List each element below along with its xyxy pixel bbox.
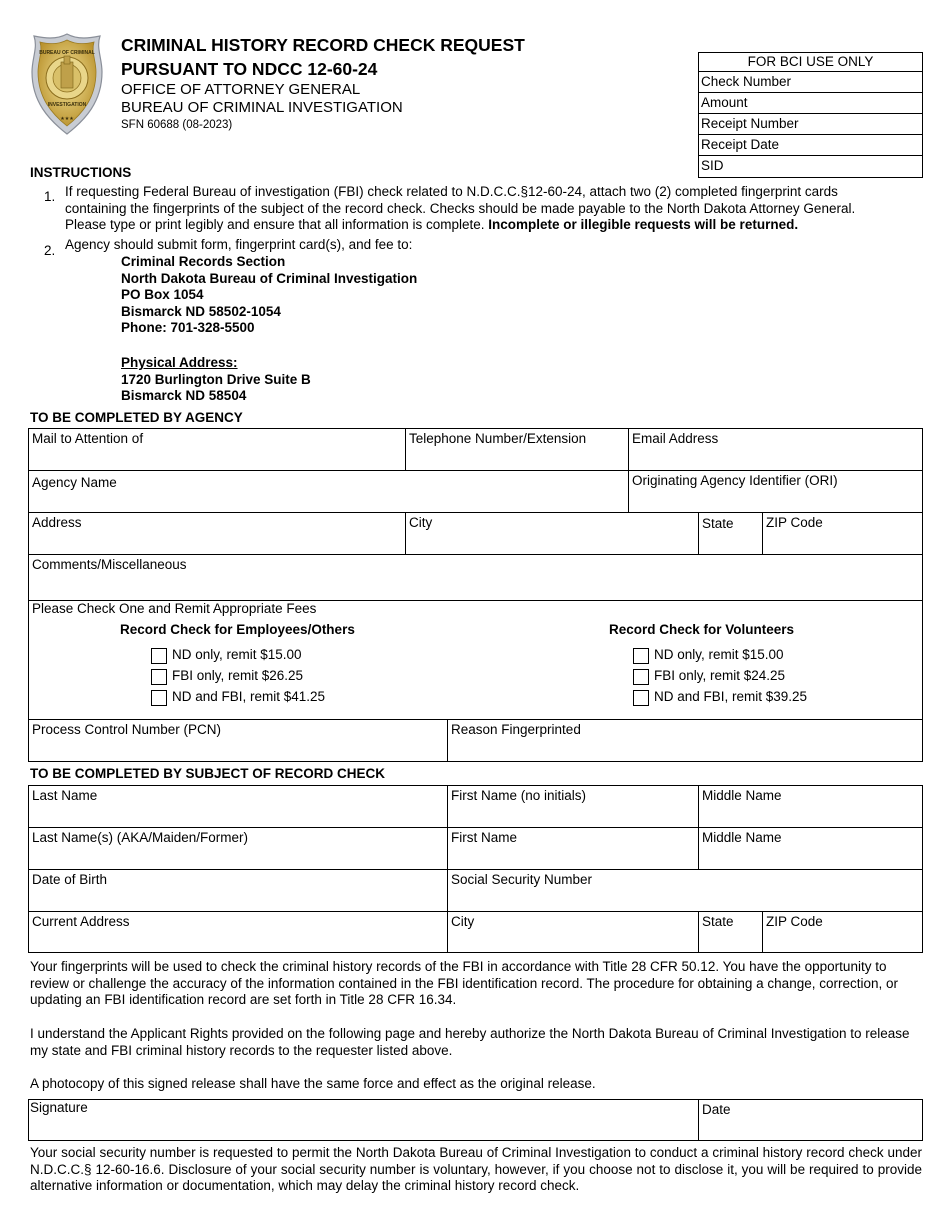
agency-zip-label: ZIP Code: [766, 515, 823, 530]
instruction-1-line1: If requesting Federal Bureau of investigation (FBI) check related to N.D.C.C.§12-60-24, attach two (2) completed fingerprint cards: [65, 184, 838, 199]
pcn-label: Process Control Number (PCN): [32, 722, 222, 737]
bci-badge-logo: [30, 32, 104, 136]
signature-label: Signature: [30, 1100, 88, 1115]
bci-receipt-date-field[interactable]: Receipt Date: [699, 135, 922, 156]
agency-address-field[interactable]: [28, 512, 405, 554]
ssn-label: Social Security Number: [451, 872, 593, 887]
instruction-1: [65, 184, 925, 234]
form-number: SFN 60688 (08-2023): [121, 119, 233, 131]
mailing-address-line: PO Box 1054: [121, 287, 204, 302]
aka-first-name-field[interactable]: [447, 827, 698, 869]
mailing-address: [121, 254, 417, 337]
instruction-1-number: 1.: [44, 189, 56, 204]
last-name-field[interactable]: [28, 785, 447, 827]
form-title-line2: PURSUANT TO NDCC 12-60-24: [121, 59, 378, 79]
agency-state-field[interactable]: [698, 512, 762, 554]
mailing-address-line: Bismarck ND 58502-1054: [121, 303, 281, 319]
physical-address-title: Physical Address:: [121, 355, 238, 370]
bci-use-only-box: [698, 52, 923, 178]
pcn-field[interactable]: [28, 719, 447, 762]
ori-field[interactable]: [628, 470, 923, 512]
date-of-birth-field[interactable]: [28, 869, 447, 911]
volunteer-nd-and-fbi-label: ND and FBI, remit $39.25: [654, 689, 808, 704]
mailing-address-line: Criminal Records Section: [121, 254, 286, 269]
volunteer-nd-and-fbi-checkbox[interactable]: [633, 690, 649, 706]
aka-first-name-label: First Name: [451, 830, 518, 845]
physical-address: [121, 355, 311, 405]
instructions-heading: INSTRUCTIONS: [30, 165, 132, 180]
instruction-2-number: 2.: [44, 243, 56, 258]
first-name-label: First Name (no initials): [451, 788, 587, 803]
agency-state-label: State: [702, 516, 734, 531]
fees-prompt: Please Check One and Remit Appropriate Fees: [32, 601, 317, 616]
bci-sid-field[interactable]: SID: [701, 158, 724, 173]
current-address-field[interactable]: [28, 911, 447, 953]
aka-middle-name-field[interactable]: [698, 827, 923, 869]
agency-zip-field[interactable]: [762, 512, 923, 554]
employee-nd-only-label: ND only, remit $15.00: [172, 647, 302, 662]
employees-title: Record Check for Employees/Others: [120, 622, 355, 637]
subject-state-label: State: [702, 914, 734, 929]
badge-bottom-text: INVESTIGATION: [47, 102, 87, 108]
subject-city-label: City: [451, 914, 475, 929]
bci-box-title: FOR BCI USE ONLY: [699, 53, 922, 72]
signature-field[interactable]: [28, 1099, 698, 1141]
comments-label: Comments/Miscellaneous: [32, 557, 187, 572]
telephone-field[interactable]: [405, 428, 628, 470]
middle-name-field[interactable]: [698, 785, 923, 827]
mailing-address-line: North Dakota Bureau of Criminal Investigation: [121, 270, 418, 286]
agency-section-title: TO BE COMPLETED BY AGENCY: [30, 410, 243, 425]
ssn-disclosure-notice: Your social security number is requested to permit the North Dakota Bureau of Criminal Investigation to conduct a criminal history record check under N.D.C.C.§ 12-60-16.6. Disclosure of your social security number is voluntary, however, if you choose not to disclose it, you will be required to provide alternative information or documentation, which may delay the criminal history record check.: [30, 1145, 922, 1193]
ssn-field[interactable]: [447, 869, 923, 911]
instruction-1-warning: Incomplete or illegible requests will be returned.: [488, 217, 799, 232]
employee-fbi-only-checkbox[interactable]: [151, 669, 167, 685]
instruction-2-text: Agency should submit form, fingerprint card(s), and fee to:: [65, 237, 413, 252]
aka-middle-name-label: Middle Name: [702, 830, 782, 845]
email-label: Email Address: [632, 431, 719, 446]
bureau-name: BUREAU OF CRIMINAL INVESTIGATION: [121, 99, 403, 116]
physical-address-line: Bismarck ND 58504: [121, 388, 247, 403]
subject-state-field[interactable]: [698, 911, 762, 953]
middle-name-label: Middle Name: [702, 788, 782, 803]
subject-section-title: TO BE COMPLETED BY SUBJECT OF RECORD CHECK: [30, 766, 386, 781]
volunteer-fbi-only-label: FBI only, remit $24.25: [654, 668, 786, 683]
first-name-field[interactable]: [447, 785, 698, 827]
badge-top-text: BUREAU OF CRIMINAL: [39, 50, 95, 56]
last-name-label: Last Name: [32, 788, 98, 803]
telephone-label: Telephone Number/Extension: [409, 431, 587, 446]
aka-last-name-field[interactable]: [28, 827, 447, 869]
volunteer-nd-only-checkbox[interactable]: [633, 648, 649, 664]
mail-to-attention-field[interactable]: [28, 428, 405, 470]
badge-stars: ★★★: [60, 116, 74, 122]
subject-zip-label: ZIP Code: [766, 914, 823, 929]
instruction-1-line3: Please type or print legibly and ensure that all information is complete.: [65, 217, 485, 232]
comments-field[interactable]: [28, 554, 923, 600]
bci-check-number-field[interactable]: Check Number: [699, 72, 922, 93]
bci-receipt-number-field[interactable]: Receipt Number: [699, 114, 922, 135]
reason-fingerprinted-label: Reason Fingerprinted: [451, 722, 581, 737]
agency-name-field[interactable]: [28, 470, 628, 512]
mail-to-attention-label: Mail to Attention of: [32, 431, 144, 446]
mailing-address-line: Phone: 701-328-5500: [121, 320, 255, 335]
subject-zip-field[interactable]: [762, 911, 923, 953]
email-field[interactable]: [628, 428, 923, 470]
agency-city-label: City: [409, 515, 433, 530]
instruction-1-line3-wrap: [65, 217, 925, 234]
ori-label: Originating Agency Identifier (ORI): [632, 473, 838, 488]
photocopy-statement: A photocopy of this signed release shall have the same force and effect as the original release.: [30, 1076, 596, 1091]
volunteer-fbi-only-checkbox[interactable]: [633, 669, 649, 685]
date-field[interactable]: [698, 1099, 923, 1141]
aka-last-name-label: Last Name(s) (AKA/Maiden/Former): [32, 830, 249, 845]
authorization-statement: I understand the Applicant Rights provided on the following page and hereby authorize the North Dakota Bureau of Criminal Investigation to release my state and FBI criminal history records to the requester listed above.: [30, 1026, 910, 1058]
employee-nd-only-checkbox[interactable]: [151, 648, 167, 664]
employee-nd-and-fbi-label: ND and FBI, remit $41.25: [172, 689, 326, 704]
volunteer-nd-only-label: ND only, remit $15.00: [654, 647, 784, 662]
instruction-1-line2: containing the fingerprints of the subject of the record check. Checks should be made payable to the North Dakota Attorney General.: [65, 200, 856, 216]
physical-address-line: 1720 Burlington Drive Suite B: [121, 371, 311, 387]
agency-name-label: Agency Name: [32, 475, 117, 490]
form-title-line1: CRIMINAL HISTORY RECORD CHECK REQUEST: [121, 35, 525, 55]
subject-city-field[interactable]: [447, 911, 698, 953]
volunteers-title: Record Check for Volunteers: [609, 622, 795, 637]
current-address-label: Current Address: [32, 914, 130, 929]
date-label: Date: [702, 1102, 731, 1117]
agency-address-label: Address: [32, 515, 82, 530]
fingerprint-notice: Your fingerprints will be used to check the criminal history records of the FBI in accordance with Title 28 CFR 50.12. You have the opportunity to review or challenge the accuracy of the information contained in the FBI identification record. The procedure for obtaining a change, correction, or updating an FBI identification record are set forth in Title 28 CFR 16.34.: [30, 959, 898, 1007]
bci-amount-field[interactable]: Amount: [699, 93, 922, 114]
office-name: OFFICE OF ATTORNEY GENERAL: [121, 81, 361, 98]
date-of-birth-label: Date of Birth: [32, 872, 108, 887]
reason-fingerprinted-field[interactable]: [447, 719, 923, 762]
employee-nd-and-fbi-checkbox[interactable]: [151, 690, 167, 706]
employee-fbi-only-label: FBI only, remit $26.25: [172, 668, 304, 683]
agency-city-field[interactable]: [405, 512, 698, 554]
